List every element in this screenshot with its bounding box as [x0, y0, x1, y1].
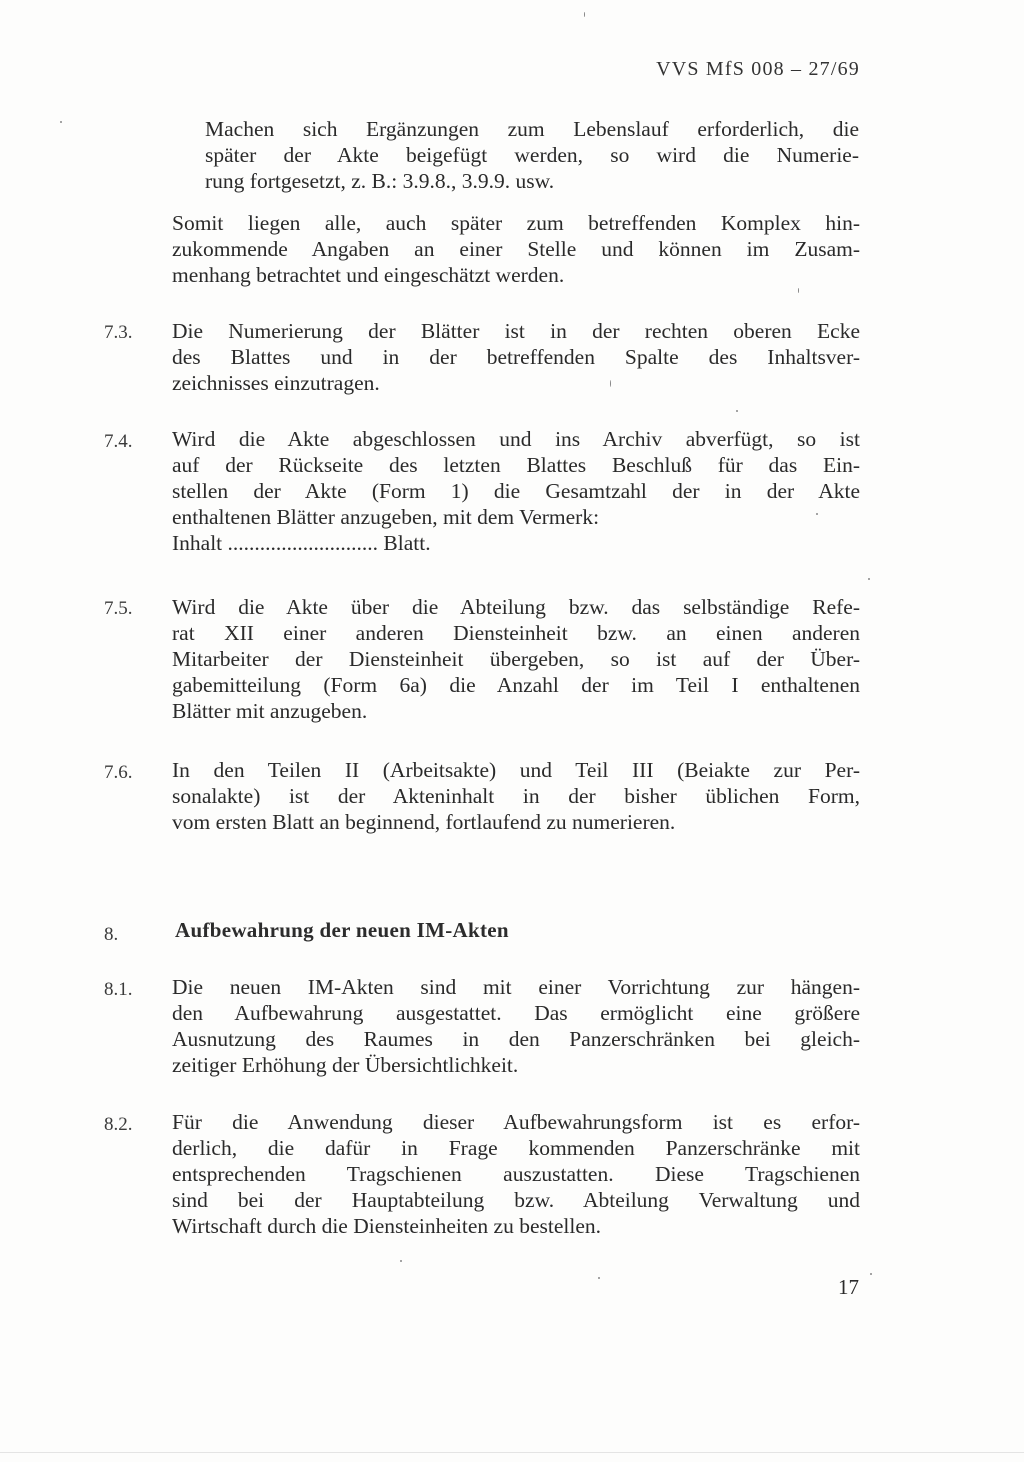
- text-line: Für die Anwendung dieser Aufbewahrungsform ist es erfor-: [172, 1110, 860, 1134]
- scan-speck: [60, 121, 62, 123]
- section-text-7-3: [172, 318, 860, 396]
- scan-speck: [400, 1260, 402, 1262]
- page-number: 17: [838, 1275, 859, 1299]
- scan-speck: [868, 578, 870, 580]
- text-line: stellen der Akte (Form 1) die Gesamtzahl der in der Akte: [172, 479, 860, 503]
- section-number: 8.: [104, 924, 119, 945]
- section-heading: Aufbewahrung der neuen IM-Akten: [175, 918, 509, 942]
- text-line: Ausnutzung des Raumes in den Panzerschränken bei gleich-: [172, 1027, 860, 1051]
- text-line: vom ersten Blatt an beginnend, fortlaufend zu numerieren.: [172, 810, 676, 834]
- scan-speck: [870, 1273, 872, 1275]
- text-line: Blätter mit anzugeben.: [172, 699, 368, 723]
- section-number: 7.5.: [104, 598, 133, 619]
- text-line: rung fortgesetzt, z. B.: 3.9.8., 3.9.9. usw.: [205, 169, 555, 193]
- section-number: 7.6.: [104, 762, 133, 783]
- section-number: 8.2.: [104, 1114, 133, 1135]
- text-line: Somit liegen alle, auch später zum betreffenden Komplex hin-: [172, 211, 860, 235]
- text-line: gabemitteilung (Form 6a) die Anzahl der im Teil I enthaltenen: [172, 673, 860, 697]
- text-line: derlich, die dafür in Frage kommenden Panzerschränke mit: [172, 1136, 860, 1160]
- intro-paragraph: [172, 210, 860, 288]
- section-number: 7.3.: [104, 322, 133, 343]
- scan-speck: [816, 513, 818, 515]
- text-line: enthaltenen Blätter anzugeben, mit dem Vermerk:: [172, 505, 600, 529]
- text-line: den Aufbewahrung ausgestattet. Das ermöglicht eine größere: [172, 1001, 860, 1025]
- section-text-8-1: [172, 974, 860, 1078]
- text-line: sonalakte) ist der Akteninhalt in der bisher üblichen Form,: [172, 784, 860, 808]
- page-edge: [0, 1452, 1024, 1453]
- text-line: des Blattes und in der betreffenden Spalte des Inhaltsver-: [172, 345, 860, 369]
- text-line: zukommende Angaben an einer Stelle und können im Zusam-: [172, 237, 860, 261]
- scan-speck: [736, 410, 738, 412]
- text-line: Machen sich Ergänzungen zum Lebenslauf erforderlich, die: [205, 117, 859, 141]
- section-text-7-6: [172, 757, 860, 835]
- section-number: 8.1.: [104, 979, 133, 1000]
- text-line: zeichnisses einzutragen.: [172, 371, 380, 395]
- text-line: menhang betrachtet und eingeschätzt werden.: [172, 263, 565, 287]
- section-text-8-2: [172, 1109, 860, 1239]
- scan-speck: [798, 288, 799, 293]
- section-number: 7.4.: [104, 431, 133, 452]
- text-line: Wirtschaft durch die Diensteinheiten zu bestellen.: [172, 1214, 601, 1238]
- section-text-7-5: [172, 594, 860, 724]
- text-line: Wird die Akte abgeschlossen und ins Archiv abverfügt, so ist: [172, 427, 860, 451]
- scan-speck: [610, 380, 611, 387]
- scan-speck: [584, 12, 585, 17]
- text-line: Die Numerierung der Blätter ist in der rechten oberen Ecke: [172, 319, 860, 343]
- text-line: In den Teilen II (Arbeitsakte) und Teil III (Beiakte zur Per-: [172, 758, 860, 782]
- section-text-7-4: [172, 426, 860, 556]
- text-line: Mitarbeiter der Diensteinheit übergeben, so ist auf der Über-: [172, 647, 860, 671]
- text-line: auf der Rückseite des letzten Blattes Beschluß für das Ein-: [172, 453, 860, 477]
- intro-indented-paragraph: [205, 116, 859, 194]
- document-reference: VVS MfS 008 – 27/69: [656, 58, 860, 80]
- text-line: später der Akte beigefügt werden, so wird die Numerie-: [205, 143, 859, 167]
- text-line: sind bei der Hauptabteilung bzw. Abteilung Verwaltung und: [172, 1188, 860, 1212]
- text-line: Wird die Akte über die Abteilung bzw. das selbständige Refe-: [172, 595, 860, 619]
- text-line: rat XII einer anderen Diensteinheit bzw. an einen anderen: [172, 621, 860, 645]
- text-line: zeitiger Erhöhung der Übersichtlichkeit.: [172, 1053, 519, 1077]
- text-line: Inhalt ............................ Blatt.: [172, 531, 431, 555]
- scan-speck: [598, 1277, 600, 1279]
- text-line: Die neuen IM-Akten sind mit einer Vorrichtung zur hängen-: [172, 975, 860, 999]
- text-line: entsprechenden Tragschienen auszustatten. Diese Tragschienen: [172, 1162, 860, 1186]
